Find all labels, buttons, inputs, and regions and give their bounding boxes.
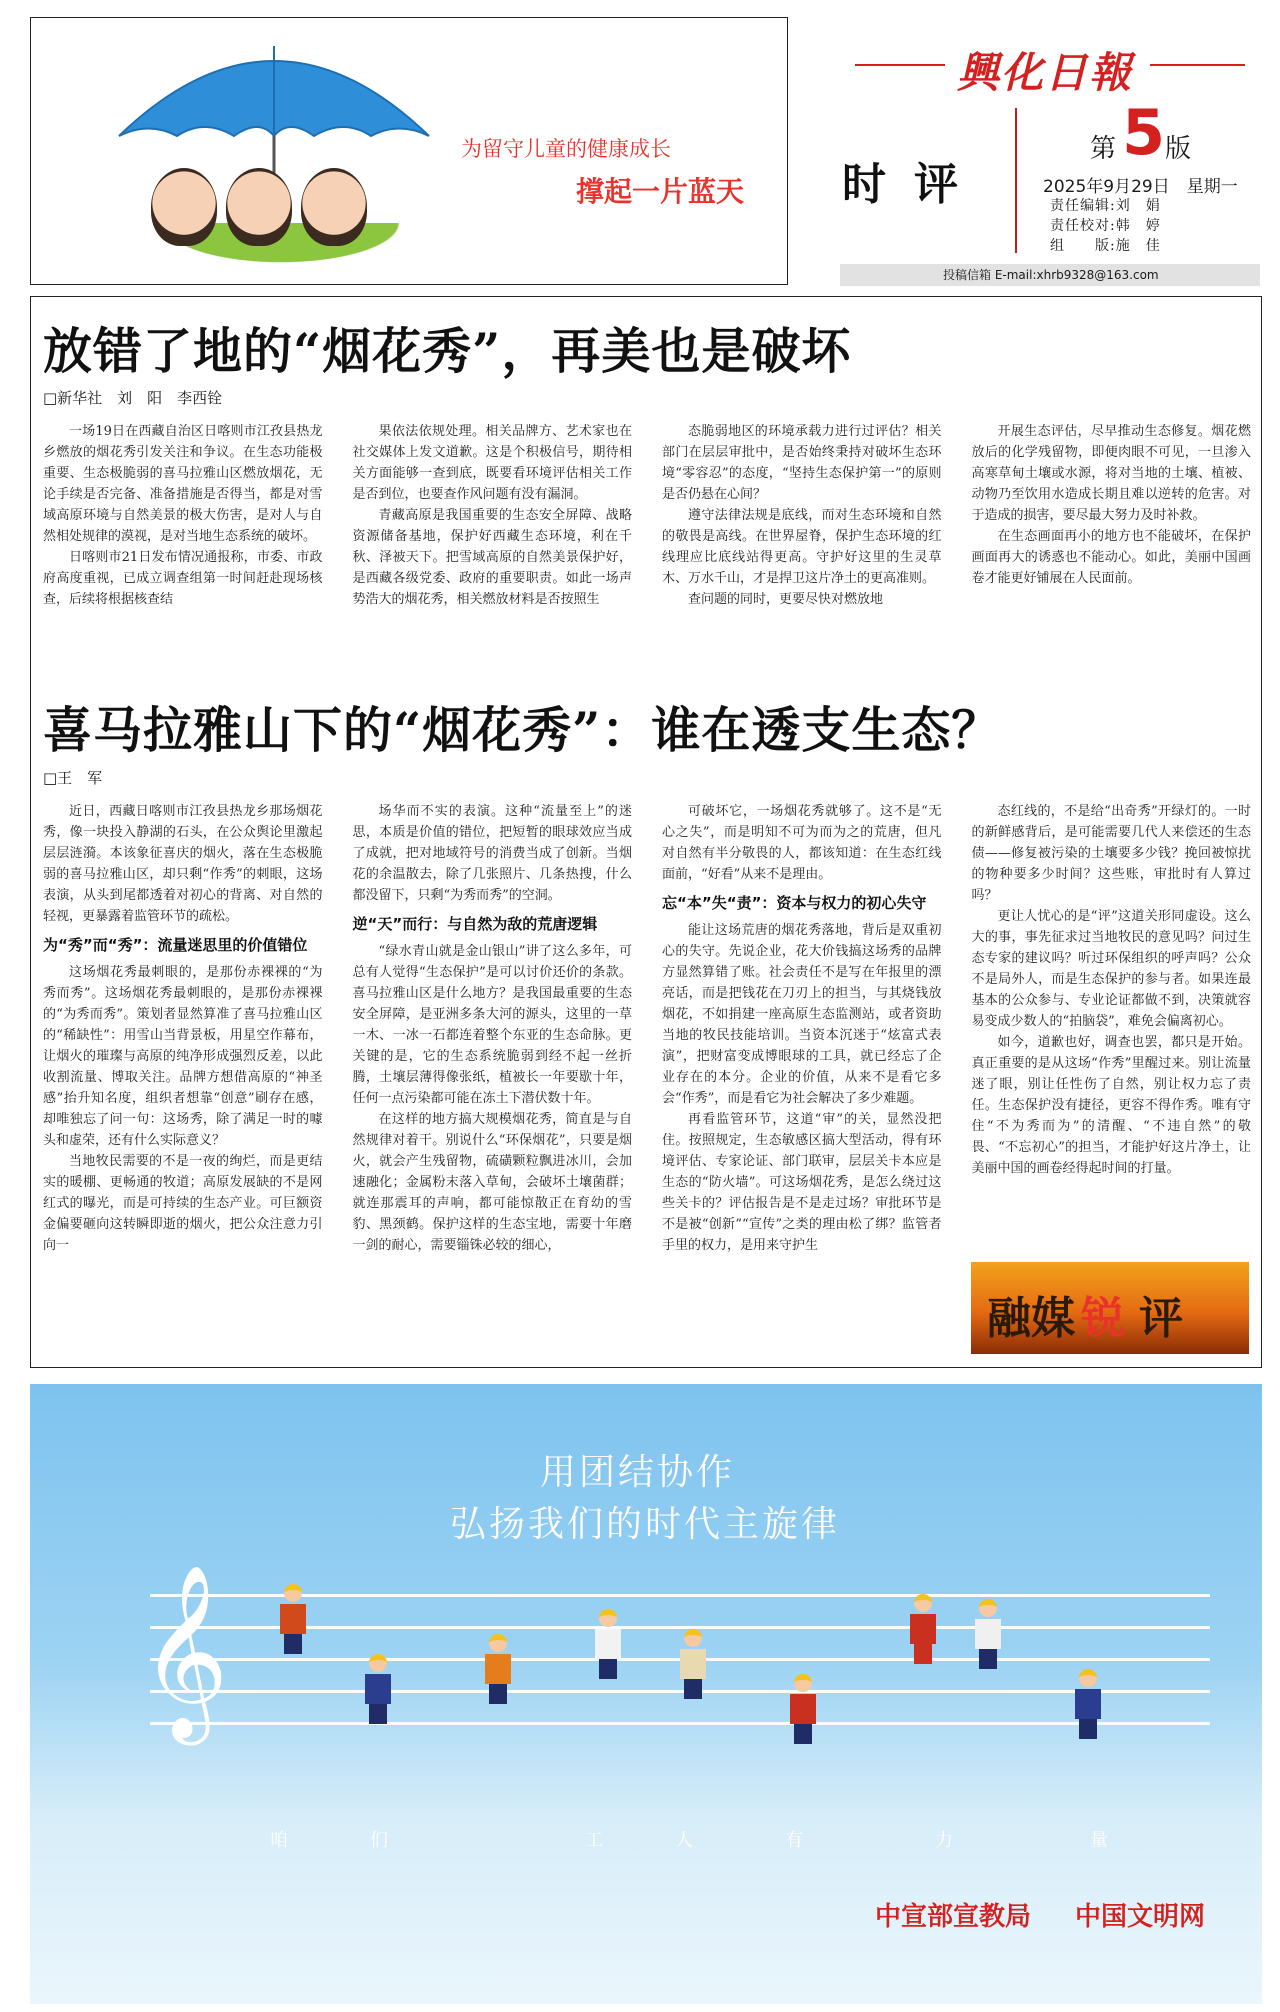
lyric-character: 工 [585,1830,603,1851]
ad-slogan-line1: 为留守儿童的健康成长 [461,137,671,161]
psa-slogan-line1: 用团结协作 [540,1452,736,1493]
page-prefix: 第 [1090,134,1117,164]
paragraph: “绿水青山就是金山银山”讲了这么多年，可总有人觉得“生态保护”是可以讨价还价的条款。喜马拉雅山区是什么地方？是我国最重要的生态安全屏障，是亚洲多条大河的源头，这里的一草一木、一冰一石都连着整个东亚的生态命脉。更关键的是，它的生态系统脆弱到经不起一丝折腾，土壤层薄得像张纸，植被长一年要歇十年，任何一点污染都可能在冻土下潜伏数十年。 [352,944,632,1106]
paragraph: 日喀则市21日发布情况通报称，市委、市政府高度重视，已成立调查组第一时间赶赴现场核查，后续将根据核查结 [43,550,323,607]
logo-text: 评 [1139,1293,1183,1344]
page-suffix: 版 [1165,134,1192,164]
psa-slogan-line2: 弘扬我们的时代主旋律 [450,1504,841,1545]
paragraph: 更让人忧心的是“评”这道关形同虚设。这么大的事，事先征求过当地牧民的意见吗？问过生态专家的建议吗？听过环保组织的呼声吗？公众不是局外人，而是生态保护的参与者。如果连最基本的公众参与、专业论证都做不到，决策就容易变成少数人的“拍脑袋”，难免会偏离初心。 [971,909,1251,1029]
worker-figure [790,1674,816,1744]
staff-editor: 责任编辑:刘 娟 [1050,198,1161,214]
subheading: 逆“天”而行：与自然为敌的荒唐逻辑 [352,915,598,933]
subheading: 为“秀”而“秀”：流量迷思里的价值错位 [43,936,308,954]
article1-headline: 放错了地的“烟花秀”，再美也是破坏 [43,322,852,380]
paragraph: 如今，道歉也好，调查也罢，都只是开始。真正重要的是从这场“作秀”里醒过来。别让流量迷了眼，别让任性伤了自然，别让权力忘了责任。生态保护没有捷径，更容不得作秀。唯有守住“不为秀而为”的清醒、“不违自然”的敬畏、“不忘初心”的担当，才能护好这片净土，让美丽中国的画卷经得起时间的打量。 [971,1035,1251,1176]
lyric-character: 量 [1090,1830,1108,1851]
article2-column [662,801,942,1256]
worker-figure [365,1654,391,1724]
logo-text: 融媒 [987,1293,1075,1344]
masthead-divider [1015,108,1017,253]
child-illustration [226,168,292,246]
paragraph: 态脆弱地区的环境承载力进行过评估？相关部门在层层审批中，是否始终秉持对破坏生态环境“零容忍”的态度，“坚持生态保护第一”的原则是否仍悬在心间？ [662,424,942,502]
paragraph: 可破坏它，一场烟花秀就够了。这不是“无心之失”，而是明知不可为而为之的荒唐，但凡对自然有半分敬畏的人，都该知道：在生态红线面前，“好看”从来不是理由。 [662,804,942,882]
paragraph: 再看监管环节，这道“审”的关，显然没把住。按照规定，生态敏感区搞大型活动，得有环境评估、专家论证、部门联审，层层关卡本应是生态的“防火墙”。可这场烟花秀，是怎么绕过这些关卡的？评估报告是不是走过场？审批环节是不是被“创新”“宣传”之类的理由松了绑？监管者手里的权力，是用来守护生 [662,1112,942,1253]
paragraph: 场华而不实的表演。这种“流量至上”的迷思，本质是价值的错位，把短暂的眼球效应当成了成就，把对地域符号的消费当成了创新。当烟花的余温散去，除了几张照片、几条热搜，什么都没留下，只剩“为秀而秀”的空洞。 [352,804,632,903]
submission-email: 投稿信箱 E-mail:xhrb9328@163.com [840,264,1260,286]
article1-column [43,421,323,610]
worker-figure [280,1584,306,1654]
lyric-character: 人 [675,1830,693,1851]
article2-column [353,801,633,1256]
paragraph: 查问题的同时，更要尽快对燃放地 [688,592,884,607]
page-number: 5 [1122,96,1166,169]
media-commentary-logo [971,1262,1249,1354]
lyric-character: 们 [370,1830,388,1851]
issue-date: 2025年9月29日 星期一 [1043,177,1238,197]
article2-headline: 喜马拉雅山下的“烟花秀”：谁在透支生态？ [43,701,1002,759]
article2-byline: □王 军 [43,769,103,787]
paragraph: 遵守法律法规是底线，而对生态环境和自然的敬畏是高线。在世界屋脊，保护生态环境的红线理应比底线站得更高。守护好这里的生灵草木、万水千山，才是捍卫这片净土的更高准则。 [662,508,942,586]
paper-logo: 興化日報 [956,48,1133,97]
public-service-ad [30,1384,1262,2004]
articles-box [30,296,1262,1368]
psa-credit-civilization-net: 中国文明网 [1075,1902,1206,1932]
psa-credit-publicity-bureau: 中宣部宣教局 [875,1902,1032,1932]
paragraph: 在这样的地方搞大规模烟花秀，简直是与自然规律对着干。别说什么“环保烟花”，只要是烟火，就会产生残留物，硫磺颗粒飘进冰川，会加速融化；金属粉末落入草甸，会破坏土壤菌群；就连那震耳的声响，都可能惊散正在育幼的雪豹、黑颈鹤。保护这样的生态宝地，需要十年磨一剑的耐心，需要锱铢必较的细心， [352,1112,632,1253]
article1-byline: □新华社 刘 阳 李西铨 [43,389,223,407]
lyric-character: 力 [935,1830,953,1851]
paragraph: 在生态画面再小的地方也不能破坏，在保护画面再大的诱惑也不能动心。如此，美丽中国画卷才能更好铺展在人民面前。 [971,529,1251,586]
ad-slogan-line2: 撑起一片蓝天 [576,175,745,208]
worker-figure [680,1629,706,1699]
paragraph: 能让这场荒唐的烟花秀落地，背后是双重初心的失守。先说企业，花大价钱搞这场秀的品牌方显然算错了账。社会责任不是写在年报里的漂亮话，而是把钱花在刀刃上的担当，与其烧钱放烟花，不如捐建一座高原生态监测站，或者资助当地的牧民技能培训。当资本沉迷于“炫富式表演”，把财富变成博眼球的工具，就已经忘了企业存在的本分。企业的价值，从来不是看它多会“作秀”，而是看它为社会解决了多少难题。 [662,923,942,1106]
lyric-character: 有 [785,1830,803,1851]
section-title: 时评 [842,159,986,210]
paragraph: 当地牧民需要的不是一夜的绚烂，而是更结实的暖棚、更畅通的牧道；高原发展缺的不是网红式的曝光，而是可持续的生态产业。可巨额资金偏要砸向这转瞬即逝的烟火，把公众注意力引向一 [43,1154,323,1253]
child-illustration [151,168,217,246]
article1-column [662,421,942,610]
treble-clef-icon: 𝄞 [140,1564,229,1738]
paragraph: 这场烟花秀最刺眼的，是那份赤裸裸的“为秀而秀”。这场烟花秀最刺眼的，是那份赤裸裸的“为秀而秀”。策划者显然算准了喜马拉雅山区的“稀缺性”：用雪山当背景板，用星空作幕布，让烟火的璀璨与高原的纯净形成强烈反差，以此收割流量、博取关注。品牌方想借高原的“神圣感”抬升知名度，组织者想靠“创意”刷存在感，却唯独忘了问一句：这场秀，除了满足一时的噱头和虚荣，还有什么实际意义？ [43,965,323,1148]
paragraph: 态红线的，不是给“出奇秀”开绿灯的。一时的新鲜感背后，是可能需要几代人来偿还的生态债——修复被污染的土壤要多少钱？挽回被惊扰的物种要多少时间？这些账，审批时有人算过吗？ [971,804,1251,903]
article2-column [972,801,1252,1256]
paragraph: 青藏高原是我国重要的生态安全屏障、战略资源储备基地，保护好西藏生态环境，利在千秋、泽被天下。把雪域高原的自然美景保护好，是西藏各级党委、政府的重要职责。如此一场声势浩大的烟花秀，相关燃放材料是否按照生 [352,508,632,607]
worker-figure [595,1609,621,1679]
article1-column [353,421,633,610]
worker-figure [485,1634,511,1704]
staff-proofreader: 责任校对:韩 婷 [1050,218,1161,234]
article1-column [972,421,1252,610]
music-staff-line [150,1722,1210,1725]
child-illustration [301,168,367,246]
child-welfare-ad [30,17,788,285]
paragraph: 近日，西藏日喀则市江孜县热龙乡那场烟花秀，像一块投入静湖的石头，在公众舆论里激起层层涟漪。本该象征喜庆的烟火，落在生态极脆弱的喜马拉雅山区，却只剩“作秀”的刺眼，这场表演，从头到尾都透着对初心的背离、对自然的轻视，更暴露着监管环节的疏松。 [43,804,323,924]
worker-figure [1075,1669,1101,1739]
article2-body [43,801,1251,1256]
lyric-character: 咱 [270,1830,288,1851]
subheading: 忘“本”失“责”：资本与权力的初心失守 [662,894,927,912]
worker-figure [975,1599,1001,1669]
paragraph: 果依法依规处理。相关品牌方、艺术家也在社交媒体上发文道歉。这是个积极信号，期待相关方面能够一查到底，既要看环境评估相关工作是否到位，也要查作风问题有没有漏洞。 [352,424,632,502]
paragraph: 一场19日在西藏自治区日喀则市江孜县热龙乡燃放的烟花秀引发关注和争议。在生态功能极重要、生态极脆弱的喜马拉雅山区燃放烟花，无论手续是否完备、准备措施是否得当，都是对雪域高原环境与自然美景的极大伤害，是对人与自然相处规律的漠视，是对当地生态系统的破坏。 [43,424,323,544]
paragraph: 开展生态评估，尽早推动生态修复。烟花燃放后的化学残留物，即便肉眼不可见，一旦渗入高寒草甸土壤或水源，将对当地的土壤、植被、动物乃至饮用水造成长期且难以逆转的危害。对于造成的损害，要尽最大努力及时补救。 [971,424,1251,523]
logo-text: 锐 [1081,1293,1125,1344]
article1-body [43,421,1251,610]
article2-column [43,801,323,1256]
logo-rule-left [855,64,945,66]
worker-figure [910,1594,936,1664]
staff-layout: 组 版:施 佳 [1050,238,1161,254]
music-staff-line [150,1594,1210,1597]
logo-rule-right [1150,64,1245,66]
